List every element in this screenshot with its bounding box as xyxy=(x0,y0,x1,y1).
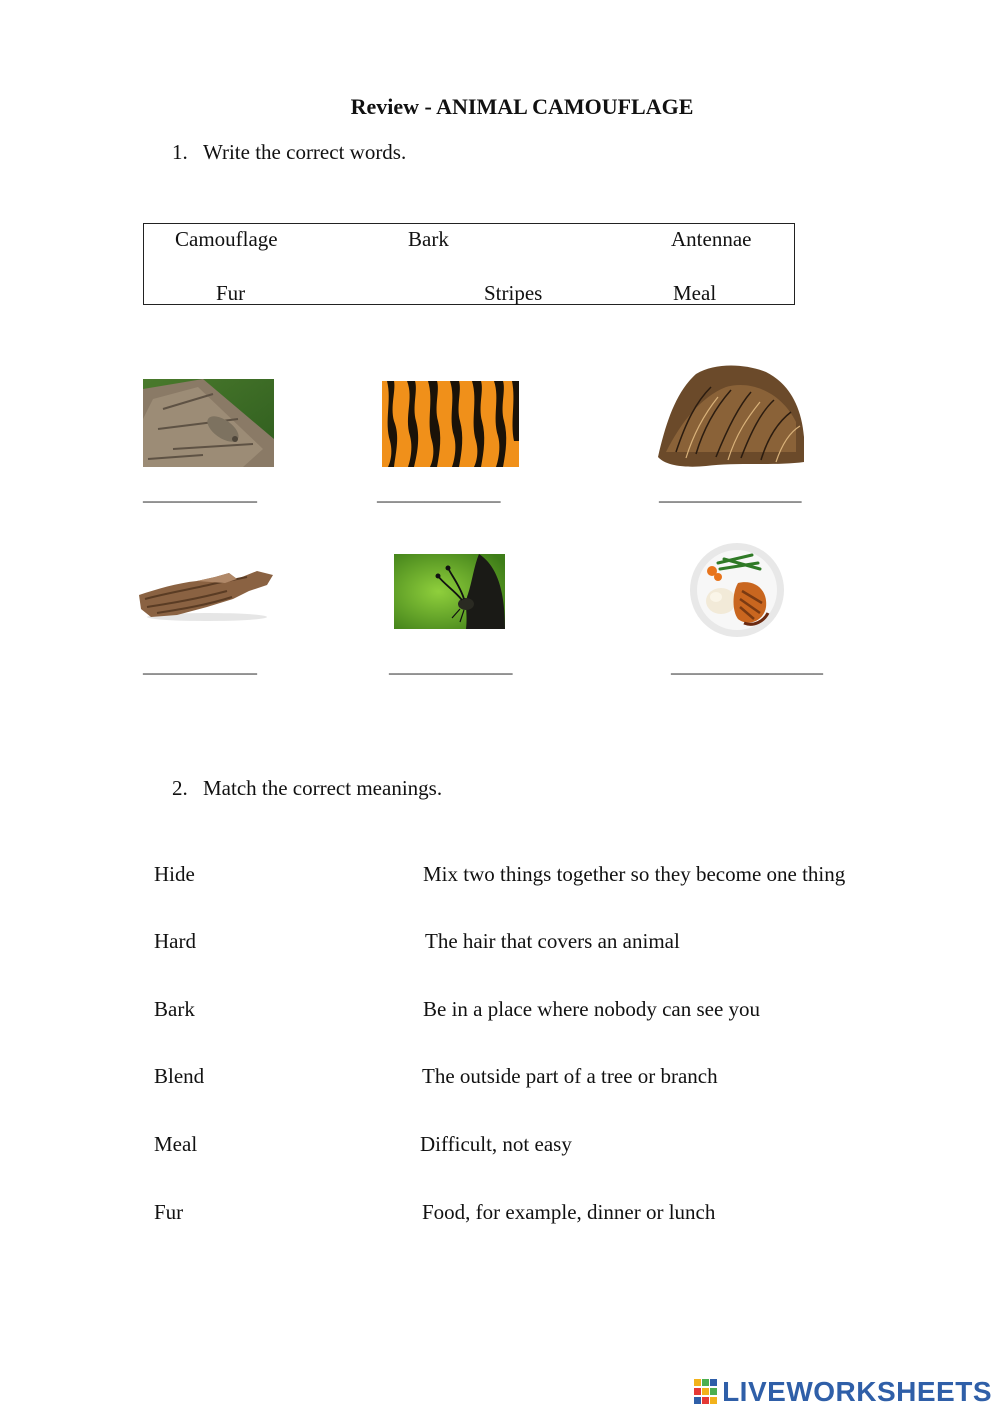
question-2-text: Match the correct meanings. xyxy=(203,776,443,800)
page-title: Review - ANIMAL CAMOUFLAGE xyxy=(350,94,694,119)
butterfly-antennae-image xyxy=(394,554,505,629)
question-2-number: 2. xyxy=(172,776,188,800)
liveworksheets-logo xyxy=(694,1374,992,1410)
fur-image xyxy=(656,362,805,470)
match-word[interactable]: Fur xyxy=(154,1200,184,1224)
answer-blank[interactable]: ________________ xyxy=(671,656,823,677)
match-word[interactable]: Meal xyxy=(154,1132,198,1156)
match-meaning[interactable]: The hair that covers an animal xyxy=(425,929,680,953)
liveworksheets-icon xyxy=(694,1379,718,1405)
word-bank-item: Meal xyxy=(673,281,717,305)
match-meaning[interactable]: Difficult, not easy xyxy=(420,1132,572,1156)
answer-blank[interactable]: _____________ xyxy=(377,484,501,505)
answer-blank[interactable]: ____________ xyxy=(143,484,257,505)
match-word[interactable]: Bark xyxy=(154,997,195,1021)
answer-blank[interactable]: _______________ xyxy=(659,484,802,505)
tiger-stripes-image xyxy=(382,381,519,467)
word-bank-item: Stripes xyxy=(484,281,543,305)
camouflaged-lizard-image xyxy=(143,379,274,467)
word-bank-item: Antennae xyxy=(671,227,752,251)
meal-plate-image xyxy=(688,541,786,639)
question-1-number: 1. xyxy=(172,140,188,164)
match-word[interactable]: Hide xyxy=(154,862,195,886)
match-meaning[interactable]: Mix two things together so they become one thing xyxy=(423,862,846,886)
match-meaning[interactable]: The outside part of a tree or branch xyxy=(422,1064,718,1088)
word-bank-item: Bark xyxy=(408,227,449,251)
liveworksheets-wordmark: LIVEWORKSHEETS xyxy=(722,1376,992,1407)
match-meaning[interactable]: Be in a place where nobody can see you xyxy=(423,997,761,1021)
match-meaning[interactable]: Food, for example, dinner or lunch xyxy=(422,1200,716,1224)
match-word[interactable]: Hard xyxy=(154,929,196,953)
answer-blank[interactable]: _____________ xyxy=(389,656,513,677)
bark-piece-image xyxy=(137,565,277,623)
answer-blank[interactable]: ____________ xyxy=(143,656,257,677)
question-1-text: Write the correct words. xyxy=(203,140,407,164)
word-bank-item: Camouflage xyxy=(175,227,278,251)
word-bank-item: Fur xyxy=(216,281,246,305)
match-word[interactable]: Blend xyxy=(154,1064,205,1088)
